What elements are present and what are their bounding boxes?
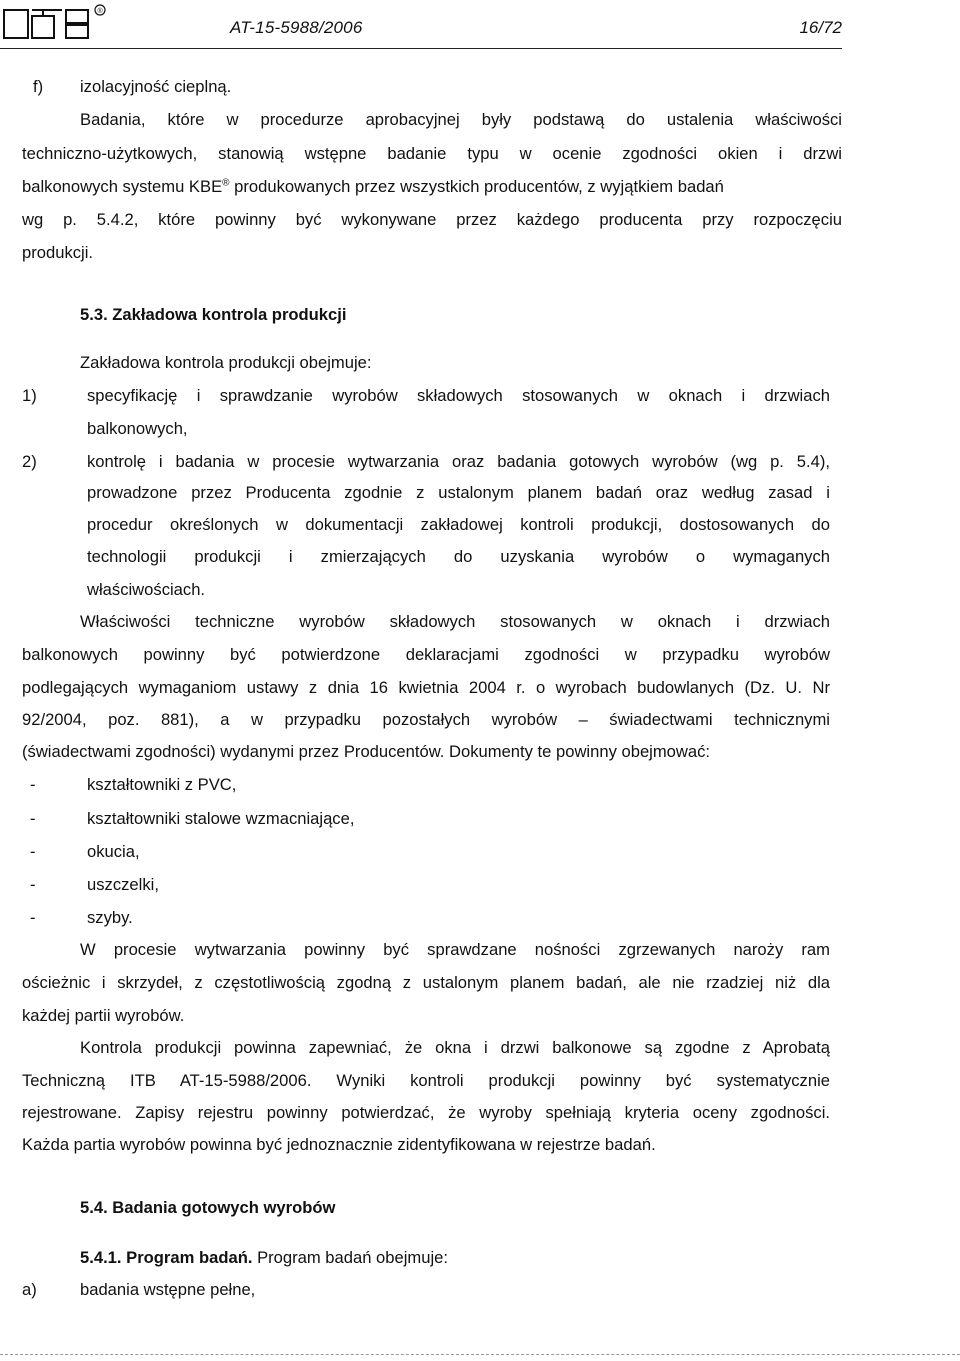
item2-line5: właściwościach. — [87, 580, 206, 599]
item1-line1: specyfikację i sprawdzanie wyrobów składowych stosowanych w oknach i drzwiach — [87, 386, 830, 405]
para2-line5: (świadectwami zgodności) wydanymi przez Producentów. Dokumenty te powinny obejmować: — [22, 742, 711, 761]
document-number: AT-15-5988/2006 — [230, 18, 363, 37]
para2-line3: podlegających wymaganiom ustawy z dnia 16 kwietnia 2004 r. o wyrobach budowlanych (Dz. U. Nr — [22, 678, 830, 697]
section-5-4-1-text: Program badań obejmuje: — [252, 1248, 449, 1267]
para4-line1: Kontrola produkcji powinna zapewniać, że okna i drzwi balkonowe są zgodne z Aprobatą — [80, 1038, 830, 1057]
dash-marker: - — [30, 875, 36, 894]
section-5-3-intro: Zakładowa kontrola produkcji obejmuje: — [80, 353, 372, 372]
item2-line3: procedur określonych w dokumentacji zakładowej kontroli produkcji, dostosowanych do — [87, 515, 830, 534]
list-item-f: izolacyjność cieplną. — [80, 77, 232, 96]
page-number: 16/72 — [799, 18, 842, 37]
para3-line2: ościeżnic i skrzydeł, z częstotliwością zgodną z ustalonym planem badań, ale nie rzadziej niż dla — [22, 973, 830, 992]
item2-line4: technologii produkcji i zmierzających do uzyskania wyrobów o wymaganych — [87, 547, 830, 566]
list-marker-a: a) — [22, 1280, 37, 1299]
para4-line3: rejestrowane. Zapisy rejestru powinny potwierdzać, że wyroby spełniają kryteria oceny zgodności. — [22, 1103, 830, 1122]
footer-divider — [0, 1354, 960, 1355]
para1-line3-start: balkonowych systemu KBE — [22, 177, 223, 196]
para3-line1: W procesie wytwarzania powinny być sprawdzane nośności zgrzewanych naroży ram — [80, 940, 830, 959]
registered-sup: ® — [222, 177, 230, 189]
para2-line2: balkonowych powinny być potwierdzone deklaracjami zgodności w przypadku wyrobów — [22, 645, 830, 664]
section-5-3-heading: 5.3. Zakładowa kontrola produkcji — [80, 305, 347, 324]
section-5-4-1-line — [80, 1248, 448, 1268]
list-item-a: badania wstępne pełne, — [80, 1280, 256, 1299]
registered-mark: ® — [97, 8, 103, 15]
list-marker-2: 2) — [22, 452, 37, 471]
header-divider — [0, 48, 842, 49]
dash-item: uszczelki, — [87, 875, 159, 894]
para1-line3-end: produkowanych przez wszystkich producentów, z wyjątkiem badań — [229, 177, 724, 196]
para1-line3 — [22, 177, 842, 197]
para3-line3: każdej partii wyrobów. — [22, 1006, 185, 1025]
para2-line1: Właściwości techniczne wyrobów składowych stosowanych w oknach i drzwiach — [80, 612, 830, 631]
section-5-4-1-heading: 5.4.1. Program badań. — [80, 1248, 253, 1267]
item2-line2: prowadzone przez Producenta zgodnie z ustalonym planem badań oraz według zasad i — [87, 483, 830, 502]
dash-item: szyby. — [87, 908, 133, 927]
para1-line5: produkcji. — [22, 243, 94, 262]
itb-logo — [2, 2, 112, 42]
dash-item: kształtowniki z PVC, — [87, 775, 237, 794]
list-marker-f: f) — [33, 77, 44, 96]
section-5-4-heading: 5.4. Badania gotowych wyrobów — [80, 1198, 336, 1217]
dash-marker: - — [30, 842, 36, 861]
item2-line1: kontrolę i badania w procesie wytwarzania oraz badania gotowych wyrobów (wg p. 5.4), — [87, 452, 830, 471]
dash-item: kształtowniki stalowe wzmacniające, — [87, 809, 355, 828]
para2-line4: 92/2004, poz. 881), a w przypadku pozostałych wyrobów – świadectwami technicznymi — [22, 710, 830, 729]
dash-item: okucia, — [87, 842, 140, 861]
itb-logo-graphic — [2, 2, 112, 42]
list-marker-1: 1) — [22, 386, 37, 405]
para4-line4: Każda partia wyrobów powinna być jednoznacznie zidentyfikowana w rejestrze badań. — [22, 1135, 656, 1154]
para1-line1: Badania, które w procedurze aprobacyjnej były podstawą do ustalenia właściwości — [80, 110, 842, 129]
para4-line2: Techniczną ITB AT-15-5988/2006. Wyniki kontroli produkcji powinny być systematycznie — [22, 1071, 830, 1090]
para1-line2: techniczno-użytkowych, stanowią wstępne badanie typu w ocenie zgodności okien i drzwi — [22, 144, 842, 163]
para1-line4: wg p. 5.4.2, które powinny być wykonywane przez każdego producenta przy rozpoczęciu — [22, 210, 842, 229]
dash-marker: - — [30, 809, 36, 828]
dash-marker: - — [30, 775, 36, 794]
dash-marker: - — [30, 908, 36, 927]
item1-line2: balkonowych, — [87, 419, 188, 438]
